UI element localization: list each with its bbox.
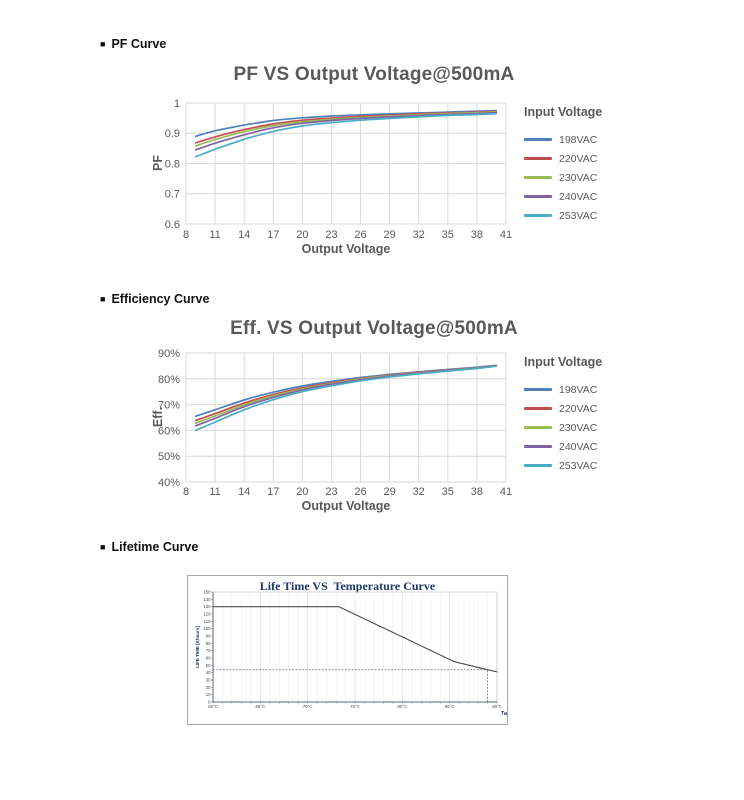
- legend-line-swatch: [524, 407, 552, 409]
- legend-item-253vac: [524, 456, 602, 475]
- section-heading-label: Efficiency Curve: [111, 292, 210, 306]
- pf-chart-title: PF VS Output Voltage@500mA: [233, 64, 515, 85]
- legend-item-230vac: [524, 168, 602, 187]
- x-tick-label: 65°C: [255, 704, 266, 709]
- legend-item-220vac: [524, 399, 602, 418]
- legend-line-swatch: [524, 426, 552, 428]
- x-tick-label: 8: [182, 229, 190, 241]
- y-tick-label: 70%: [157, 399, 180, 412]
- legend-label: 253VAC: [559, 209, 598, 222]
- x-tick-label: 75°C: [350, 704, 360, 709]
- legend-items: [524, 380, 602, 475]
- y-tick-label: 30: [205, 677, 211, 683]
- y-tick-label: 40: [205, 670, 211, 676]
- pf-chart-legend: [524, 105, 602, 225]
- y-tick-label: 1: [173, 98, 180, 110]
- x-tick-label: 14: [238, 486, 251, 498]
- x-tick-label: 11: [209, 229, 221, 241]
- y-tick-label: 20: [205, 684, 211, 690]
- y-tick-label: 50: [205, 662, 211, 668]
- y-tick-label: 0.6: [164, 219, 180, 231]
- y-tick-label: 0.9: [164, 128, 180, 141]
- legend-item-220vac: [524, 149, 602, 168]
- series-line-253vac: [196, 366, 497, 430]
- legend-line-swatch: [524, 138, 552, 140]
- y-axis-title: PF: [151, 155, 165, 171]
- legend-label: 198VAC: [559, 133, 598, 146]
- section-heading-pf-curve: [100, 37, 166, 51]
- x-tick-label: 17: [267, 486, 280, 498]
- lifetime-chart-frame: [187, 575, 508, 725]
- legend-label: 240VAC: [559, 440, 598, 453]
- x-tick-label: 35: [441, 486, 454, 498]
- y-tick-label: 100: [203, 626, 211, 632]
- legend-item-240vac: [524, 437, 602, 456]
- lifetime-chart-title: Life Time VS Temperature Curve: [259, 579, 436, 593]
- x-tick-label: 26: [354, 229, 367, 241]
- legend-label: 230VAC: [559, 171, 598, 184]
- y-tick-label: 110: [203, 618, 211, 624]
- y-tick-label: 120: [203, 611, 211, 617]
- y-tick-label: 0.8: [164, 158, 180, 171]
- y-tick-label: 80: [205, 640, 211, 646]
- efficiency-chart-title: Eff. VS Output Voltage@500mA: [230, 318, 518, 339]
- y-tick-label: 140: [203, 596, 211, 602]
- x-tick-label: 26: [354, 486, 367, 498]
- x-tick-label: 20: [296, 486, 309, 498]
- y-tick-label: 0: [208, 699, 211, 705]
- legend-line-swatch: [524, 214, 552, 216]
- x-tick-label: 14: [238, 229, 251, 241]
- y-tick-label: 90: [205, 633, 211, 639]
- legend-label: 198VAC: [559, 383, 598, 396]
- legend-items: [524, 130, 602, 225]
- legend-label: 220VAC: [559, 152, 598, 165]
- legend-item-230vac: [524, 418, 602, 437]
- y-tick-label: 50%: [157, 451, 180, 464]
- legend-title: Input Voltage: [524, 355, 603, 369]
- y-tick-label: 40%: [157, 477, 180, 489]
- y-tick-label: 150: [203, 589, 211, 595]
- x-tick-label: 41: [499, 229, 513, 241]
- x-tick-label: 29: [383, 229, 396, 241]
- x-tick-label: 23: [325, 229, 338, 241]
- legend-item-198vac: [524, 380, 602, 399]
- section-heading-label: Lifetime Curve: [111, 540, 199, 554]
- square-bullet-icon: ■: [100, 38, 106, 49]
- x-tick-label: 41: [499, 486, 513, 498]
- efficiency-chart-legend: [524, 355, 602, 475]
- series-line-240vac: [196, 366, 497, 426]
- y-axis-title: Eff.: [151, 406, 165, 428]
- square-bullet-icon: ■: [100, 541, 106, 552]
- section-heading-efficiency-curve: [100, 292, 209, 306]
- series-line-230vac: [196, 366, 497, 423]
- legend-line-swatch: [524, 195, 552, 197]
- legend-label: 240VAC: [559, 190, 598, 203]
- x-tick-label: 11: [209, 486, 221, 498]
- legend-title: Input Voltage: [524, 105, 603, 119]
- x-tick-label: 90°C: [492, 704, 502, 709]
- section-heading-lifetime-curve: [100, 540, 198, 554]
- x-tick-label: 38: [470, 229, 484, 241]
- x-axis-title: Ta: [501, 711, 507, 717]
- x-tick-label: 60°C: [208, 704, 218, 709]
- y-tick-label: 0.7: [164, 188, 180, 201]
- x-tick-label: 20: [296, 229, 309, 241]
- x-tick-label: 8: [182, 486, 190, 498]
- x-tick-label: 32: [412, 229, 425, 241]
- y-axis-title: LIFE TIME [Khours]: [195, 626, 200, 668]
- y-tick-label: 90%: [157, 348, 180, 360]
- series-line-220vac: [196, 366, 497, 421]
- lifetime-chart-plot: [188, 576, 507, 724]
- legend-label: 220VAC: [559, 402, 598, 415]
- x-tick-label: 17: [267, 229, 280, 241]
- x-tick-label: 29: [383, 486, 396, 498]
- y-tick-label: 60%: [157, 425, 180, 438]
- y-tick-label: 60: [205, 655, 211, 661]
- square-bullet-icon: ■: [100, 293, 106, 304]
- x-tick-label: 38: [470, 486, 484, 498]
- x-axis-title: Output Voltage: [301, 242, 391, 256]
- x-tick-label: 85°C: [444, 704, 455, 709]
- x-axis-title: Output Voltage: [301, 499, 391, 513]
- legend-line-swatch: [524, 388, 552, 390]
- pf-chart-plot: [148, 92, 516, 262]
- x-tick-label: 23: [325, 486, 338, 498]
- legend-line-swatch: [524, 445, 552, 447]
- legend-item-253vac: [524, 206, 602, 225]
- y-tick-label: 130: [203, 604, 211, 610]
- efficiency-chart-plot: [148, 342, 516, 518]
- x-tick-label: 35: [441, 229, 454, 241]
- y-tick-label: 80%: [157, 373, 180, 386]
- x-tick-label: 70°C: [302, 704, 313, 709]
- legend-item-240vac: [524, 187, 602, 206]
- legend-line-swatch: [524, 464, 552, 466]
- legend-line-swatch: [524, 157, 552, 159]
- legend-line-swatch: [524, 176, 552, 178]
- legend-item-198vac: [524, 130, 602, 149]
- x-tick-label: 32: [412, 486, 425, 498]
- legend-label: 253VAC: [559, 459, 598, 472]
- y-tick-label: 10: [205, 692, 211, 698]
- legend-label: 230VAC: [559, 421, 598, 434]
- x-tick-label: 80°C: [397, 704, 408, 709]
- section-heading-label: PF Curve: [111, 37, 167, 51]
- y-tick-label: 70: [205, 648, 211, 654]
